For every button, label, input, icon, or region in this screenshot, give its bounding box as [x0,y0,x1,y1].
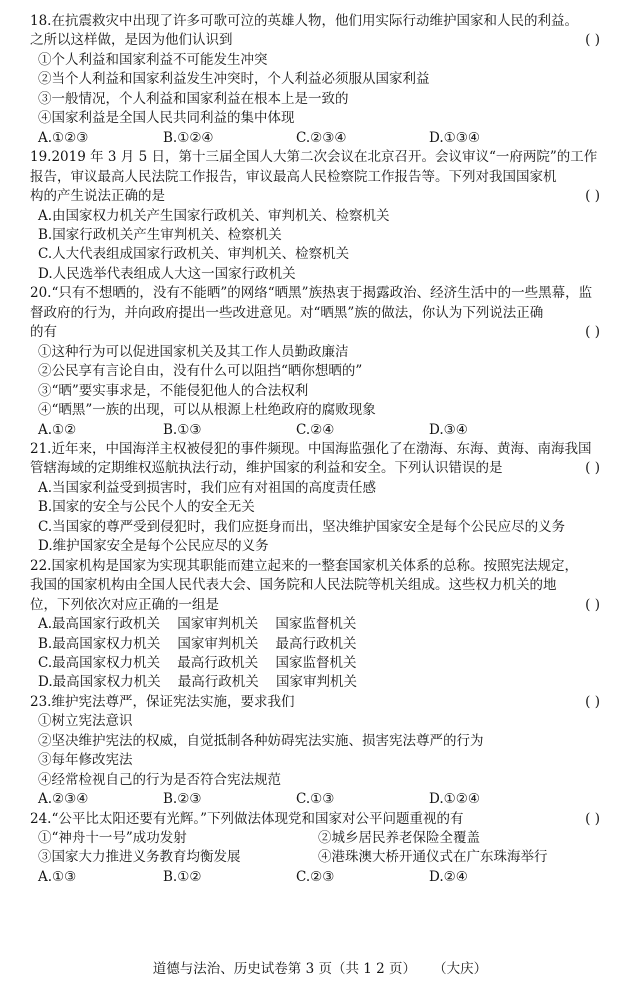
question-stem-line: 18.在抗震救灾中出现了许多可歌可泣的英雄人物，他们用实际行动维护国家和人民的利益。 [30,13,578,29]
option-d: D.①③④ [429,129,480,146]
option-a: A.当国家利益受到损害时，我们应有对祖国的高度责任感 [38,479,377,496]
statement-item: ④经常检视自己的行为是否符合宪法规范 [38,771,281,788]
option-a: A.①③ [38,868,77,885]
question-stem-line: 19.2019 年 3 月 5 日，第十三届全国人大第二次会议在北京召开。会议审议“一府两院”的工作 [30,149,598,166]
answer-parentheses: ( ) [585,693,600,710]
option-c: C.②③ [296,868,335,885]
question-22 [30,557,614,693]
question-list [30,12,614,887]
question-stem-row [30,810,614,829]
question-stem-row [30,323,614,342]
option-row [30,129,614,148]
option-b: B.国家的安全与公民个人的安全无关 [38,499,255,516]
question-stem-line: 报告，审议最高人民法院工作报告，审议最高人民检察院工作报告等。下列对我国国家机 [30,168,557,185]
option-b: B.国家行政机关产生审判机关、检察机关 [38,226,282,243]
answer-parentheses: ( ) [585,324,600,341]
option-a: A.②③④ [38,791,89,808]
option-b: B.②③ [163,791,202,808]
option-row [30,790,614,809]
question-stem-line: 24.“公平比太阳还要有光辉。”下列做法体现党和国家对公平问题重视的有 [30,810,464,827]
question-18 [30,12,614,148]
option-d: D.②④ [429,868,468,885]
statement-item: ④国家利益是全国人民共同利益的集中体现 [38,110,295,127]
answer-parentheses: ( ) [585,32,600,49]
option-c: C.①③ [296,791,335,808]
statement-item: ③“晒”要实事求是，不能侵犯他人的合法权利 [38,382,309,399]
answer-parentheses: ( ) [585,188,600,205]
statement-item: ③国家大力推进义务教育均衡发展 [38,849,241,866]
option-a: A.①②③ [38,129,89,146]
question-stem-line: 管辖海域的定期维权巡航执法行动，维护国家的利益和安全。下列认识错误的是 [30,460,503,477]
option-d: D.维护国家安全是每个公民应尽的义务 [38,538,269,555]
answer-parentheses: ( ) [585,810,600,827]
option-row [30,421,614,440]
statement-item: ②公民享有言论自由，没有什么可以阻挡“晒你想晒的” [38,363,363,380]
statement-item: ①树立宪法意识 [38,713,133,730]
option-b: B.①②④ [163,129,214,146]
option-d: D.人民选举代表组成人大这一国家行政机关 [38,265,296,282]
question-stem-row [30,693,614,712]
question-stem-row [30,31,614,50]
option-c: C.②④ [296,421,335,438]
statement-item: ①个人利益和国家利益不可能发生冲突 [38,51,268,68]
question-stem-line: 22.国家机构是国家为实现其职能而建立起来的一整套国家机关体系的总称。按照宪法规定， [30,557,578,574]
option-d: D.①②④ [429,791,480,808]
question-20 [30,284,614,440]
question-stem-line: 的有 [30,324,57,341]
question-24 [30,810,614,888]
answer-parentheses: ( ) [585,596,600,613]
statement-item: ②城乡居民养老保险全覆盖 [318,830,480,847]
statement-item: ③每年修改宪法 [38,752,133,769]
answer-parentheses: ( ) [585,460,600,477]
option-a: A.由国家权力机关产生国家行政机关、审判机关、检察机关 [38,207,390,224]
option-c: C.当国家的尊严受到侵犯时，我们应挺身而出，坚决维护国家安全是每个公民应尽的义务 [38,518,566,535]
option-c: C.最高国家权力机关 最高行政机关 国家监督机关 [38,654,357,671]
statement-item: ①这种行为可以促进国家机关及其工作人员勤政廉洁 [38,343,349,360]
statement-item: ④“晒黑”一族的出现，可以从根源上杜绝政府的腐败现象 [38,402,376,419]
statement-pair-row [30,848,614,867]
option-b: B.最高国家权力机关 国家审判机关 最高行政机关 [38,635,357,652]
question-stem-row [30,187,614,206]
question-21 [30,440,614,557]
option-c: C.人大代表组成国家行政机关、审判机关、检察机关 [38,246,350,263]
option-d: D.③④ [429,421,468,438]
question-stem-line: 我国的国家机构由全国人民代表大会、国务院和人民法院等机关组成。这些权力机关的地 [30,577,557,594]
option-c: C.②③④ [296,129,347,146]
question-stem-row [30,596,614,615]
statement-item: ②当个人利益和国家利益发生冲突时，个人利益必须服从国家利益 [38,71,430,88]
question-stem-line: 21.近年来，中国海洋主权被侵犯的事件频现。中国海监强化了在渤海、东海、黄海、南海我国 [30,440,592,457]
statement-item: ②坚决维护宪法的权威，自觉抵制各种妨碍宪法实施、损害宪法尊严的行为 [38,732,484,749]
statement-item: ①“神舟十一号”成功发射 [38,830,187,847]
question-stem-line: 23.维护宪法尊严，保证宪法实施，要求我们 [30,693,295,710]
option-a: A.①② [38,421,77,438]
question-stem-line: 督政府的行为，并向政府提出一些改进意见。对“晒黑”族的做法，你认为下列说法正确 [30,304,544,321]
page-footer: 道德与法治、历史试卷第 3 页（共 1 2 页） （大庆） [152,961,488,977]
statement-item: ③一般情况，个人利益和国家利益在根本上是一致的 [38,90,349,107]
statement-item: ④港珠澳大桥开通仪式在广东珠海举行 [318,849,548,866]
question-23 [30,693,614,810]
option-b: B.①② [163,868,202,885]
question-stem-line: 之所以这样做，是因为他们认识到 [30,32,233,49]
statement-pair-row [30,829,614,848]
question-stem-line: 构的产生说法正确的是 [30,188,165,205]
question-19 [30,148,614,284]
option-d: D.最高国家权力机关 最高行政机关 国家审判机关 [38,674,357,691]
question-stem-line: 位，下列依次对应正确的一组是 [30,596,219,613]
question-stem-line: 20.“只有不想晒的，没有不能晒”的网络“晒黑”族热衷于揭露政治、经济生活中的一些黑幕，监 [30,285,593,302]
option-row [30,868,614,887]
question-stem-row [30,459,614,478]
option-a: A.最高国家行政机关 国家审判机关 国家监督机关 [38,616,357,633]
option-b: B.①③ [163,421,202,438]
